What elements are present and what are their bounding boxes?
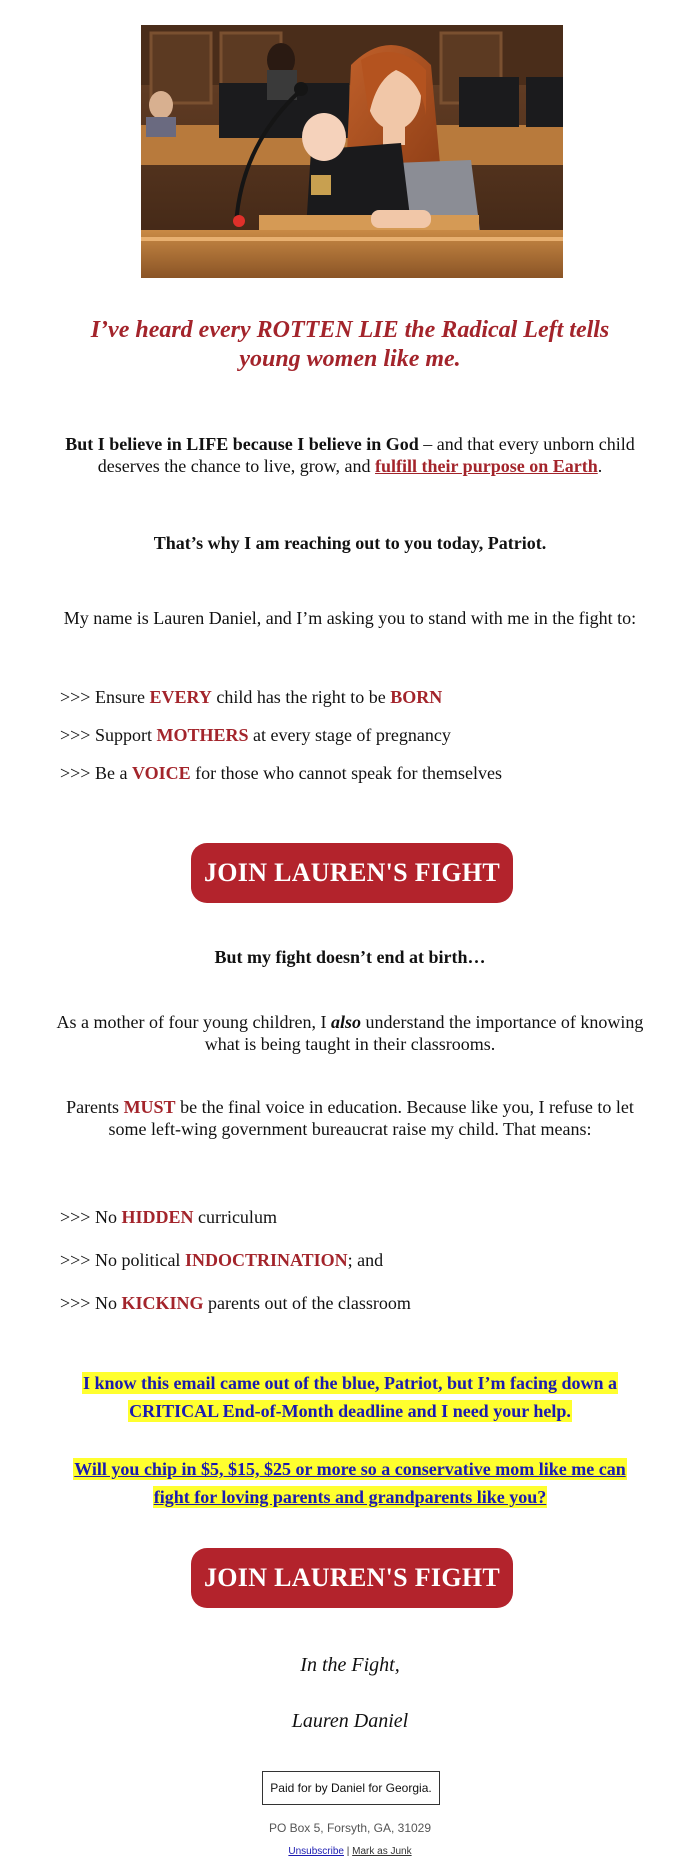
- intro-paragraph: [55, 433, 645, 477]
- list-item: [60, 686, 660, 724]
- mother-text: As a mother of four young children, I: [56, 1012, 331, 1032]
- fight-list: [60, 686, 660, 800]
- paid-for-disclaimer: Paid for by Daniel for Georgia.: [262, 1771, 440, 1805]
- list-item-emphasis: VOICE: [131, 763, 191, 783]
- list-item-text: for those who cannot speak for themselves: [190, 763, 503, 783]
- footer-separator: |: [343, 1846, 353, 1857]
- parents-text-end: be the final voice in education. Because like you, I refuse to let some left-wing government bureaucrat raise my child. That means:: [108, 1097, 634, 1139]
- parents-emphasis: MUST: [123, 1097, 176, 1117]
- list-item-text: at every stage of pregnancy: [248, 725, 451, 745]
- birth-paragraph: But my fight doesn’t end at birth…: [214, 947, 486, 967]
- list-item-text: >>> No political: [60, 1250, 185, 1270]
- list-item-text: >>> Ensure: [60, 687, 150, 707]
- list-item-text: ; and: [347, 1250, 384, 1270]
- list-item-text: parents out of the classroom: [203, 1293, 411, 1313]
- mark-as-junk-link[interactable]: Mark as Junk: [352, 1846, 412, 1857]
- list-item-emphasis: BORN: [390, 687, 443, 707]
- mother-paragraph: [55, 1011, 645, 1055]
- intro-bold: But I believe in LIFE because I believe in God: [65, 434, 419, 454]
- join-fight-button-2[interactable]: JOIN LAUREN'S FIGHT: [191, 1548, 513, 1608]
- list-item: [60, 1292, 660, 1335]
- chip-in-callout: [60, 1455, 640, 1511]
- means-list: [60, 1206, 660, 1335]
- hero-photo: [141, 25, 563, 278]
- list-item-text: curriculum: [193, 1207, 277, 1227]
- list-item-text: >>> No: [60, 1293, 122, 1313]
- list-item: [60, 762, 660, 800]
- intro-end: .: [597, 456, 603, 476]
- name-paragraph: My name is Lauren Daniel, and I’m asking you to stand with me in the fight to:: [63, 608, 637, 628]
- mailing-address: PO Box 5, Forsyth, GA, 31029: [268, 1821, 432, 1835]
- deadline-callout: [60, 1369, 640, 1425]
- closing-line: In the Fight,: [300, 1654, 400, 1676]
- list-item-emphasis: MOTHERS: [156, 725, 249, 745]
- join-fight-button[interactable]: JOIN LAUREN'S FIGHT: [191, 843, 513, 903]
- list-item-emphasis: EVERY: [149, 687, 212, 707]
- purpose-link[interactable]: fulfill their purpose on Earth: [375, 456, 598, 476]
- list-item: [60, 1249, 660, 1292]
- parents-text: Parents: [66, 1097, 124, 1117]
- list-item-emphasis: INDOCTRINATION: [184, 1250, 348, 1270]
- list-item-text: >>> Be a: [60, 763, 132, 783]
- patriot-paragraph: That’s why I am reaching out to you today, Patriot.: [153, 533, 547, 553]
- headline: I’ve heard every ROTTEN LIE the Radical Left tells young women like me.: [90, 317, 610, 372]
- list-item: [60, 724, 660, 762]
- footer-links: [100, 1846, 600, 1857]
- list-item-text: child has the right to be: [211, 687, 391, 707]
- list-item-emphasis: HIDDEN: [121, 1207, 194, 1227]
- list-item-text: >>> Support: [60, 725, 157, 745]
- mother-emphasis: also: [330, 1012, 361, 1032]
- list-item-text: >>> No: [60, 1207, 122, 1227]
- mother-text-end: understand the importance of knowing what is being taught in their classrooms.: [204, 1012, 644, 1054]
- intro-text: – and that every unborn child deserves the chance to live, grow, and: [97, 434, 635, 476]
- chip-in-link[interactable]: Will you chip in $5, $15, $25 or more so a conservative mom like me can fight for loving parents and grandparents like you?: [74, 1459, 626, 1507]
- deadline-highlight: I know this email came out of the blue, Patriot, but I’m facing down a CRITICAL End-of-Month deadline and I need your help.: [83, 1373, 617, 1421]
- list-item-emphasis: KICKING: [121, 1293, 204, 1313]
- signature-name: Lauren Daniel: [291, 1710, 409, 1732]
- list-item: [60, 1206, 660, 1249]
- parents-paragraph: [55, 1096, 645, 1140]
- unsubscribe-link[interactable]: Unsubscribe: [288, 1846, 344, 1857]
